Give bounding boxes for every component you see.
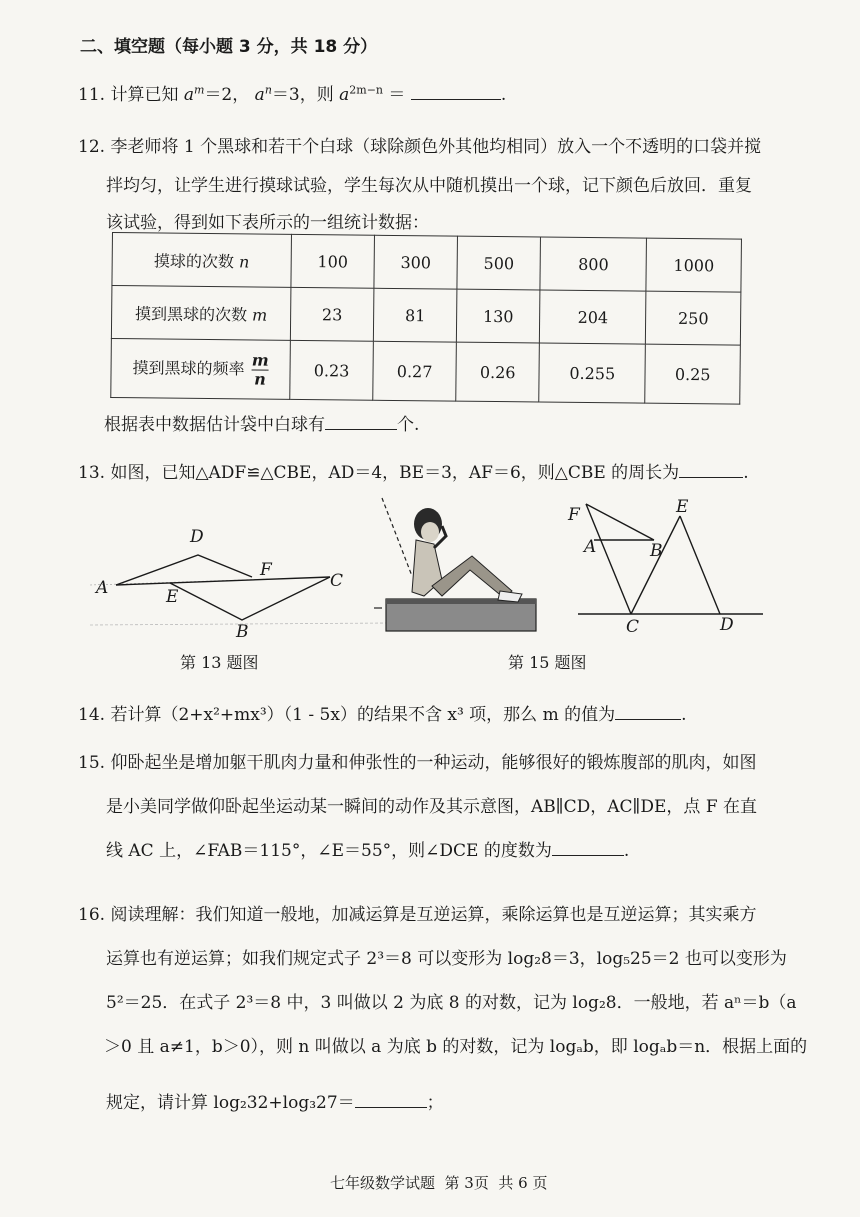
q13-text: 如图，已知△ADF≌△CBE，AD＝4，BE＝3，AF＝6，则△CBE 的周长为 <box>110 463 680 483</box>
figure-13-diagram <box>90 520 390 640</box>
fig15-label-e: E <box>676 497 689 517</box>
figure-15-caption: 第 15 题图 <box>508 653 587 672</box>
table-row <box>111 338 741 404</box>
table-cell: 500 <box>457 236 541 290</box>
q11-var-a2: a <box>254 85 265 105</box>
table-header-frequency: 摸到黑球的频率 $\frac{m}{n}$ <box>111 338 291 399</box>
q11-var-m: m <box>194 83 205 97</box>
q16-text-1: 阅读理解：我们知道一般地，加减运算是互逆运算，乘除运算也是互逆运算；其实乘方 <box>110 905 757 925</box>
table-cell: 0.23 <box>290 340 374 400</box>
q15-text-1: 仰卧起坐是增加躯干肌肉力量和伸张性的一种运动，能够很好的锻炼腹部的肌肉，如图 <box>110 753 757 773</box>
table-row <box>112 233 742 293</box>
q14-end: . <box>681 705 687 725</box>
q12-line2: 拌均匀，让学生进行摸球试验，学生每次从中随机摸出一个球，记下颜色后放回．重复 <box>106 176 752 196</box>
q12-number: 12. <box>78 137 106 157</box>
q11-eq3: ＝3，则 <box>271 85 334 105</box>
fig13-label-d: D <box>190 527 204 547</box>
q16-line3: 5²＝25．在式子 2³＝8 中，3 叫做以 2 为底 8 的对数，记为 log₂8．一般地，若 aⁿ＝b（a <box>106 993 797 1013</box>
figure-15-diagram <box>568 496 778 636</box>
table-cell: 0.27 <box>373 341 457 401</box>
q16-text-5: 规定，请计算 log₂32+log₃27＝ <box>106 1093 355 1113</box>
q13-answer-blank[interactable] <box>679 463 743 478</box>
fig13-label-c: C <box>330 571 344 591</box>
fig13-label-b: B <box>236 622 249 642</box>
q11-var-a: a <box>183 85 194 105</box>
table-header-black: 摸到黑球的次数 m <box>111 286 291 341</box>
frequency-table <box>110 232 742 405</box>
fraction-m-over-n: $\frac{m}{n}$ <box>251 349 269 389</box>
table-cell: 23 <box>290 287 374 341</box>
q15-number: 15. <box>78 753 106 773</box>
q16-answer-blank[interactable] <box>355 1093 427 1108</box>
q16-line2: 运算也有逆运算；如我们规定式子 2³＝8 可以变形为 log₂8＝3，log₅25＝2 也可以变形为 <box>106 949 787 969</box>
table-cell: 130 <box>456 289 540 343</box>
q14-number: 14. <box>78 705 106 725</box>
q12-after-end: 个. <box>397 415 420 435</box>
fig15-label-d: D <box>720 615 734 635</box>
table-cell: 81 <box>373 288 457 342</box>
q15-end: . <box>623 841 630 861</box>
q11-eq2: ＝2， <box>204 85 250 105</box>
q14-answer-blank[interactable] <box>615 705 681 720</box>
q15-line3 <box>106 836 629 861</box>
page-footer: 七年级数学试题 第 3页 共 6 页 <box>330 1174 548 1192</box>
q15-text-3: 线 AC 上，∠FAB＝115°，∠E＝55°，则∠DCE 的度数为 <box>106 841 552 861</box>
question-11: 11. 计算已知 $a^m=2$， $a^n=3$，则 $a^{2m-n}$ ＝ . <box>78 83 507 105</box>
q12-text-1: 李老师将 1 个黑球和若干个白球（球除颜色外其他均相同）放入一个不透明的口袋并搅 <box>110 137 762 157</box>
fig15-label-f: F <box>568 505 580 525</box>
table-cell: 0.26 <box>456 342 540 402</box>
fig15-label-c: C <box>626 617 640 637</box>
q13-number: 13. <box>78 463 106 483</box>
q11-var-n: n <box>264 83 272 97</box>
q15-line1 <box>78 748 756 773</box>
table-cell: 800 <box>540 237 647 291</box>
q12-line3: 该试验，得到如下表所示的一组统计数据： <box>106 213 429 233</box>
q16-end: ； <box>426 1093 444 1113</box>
section-header: 二、填空题（每小题 3 分，共 18 分） <box>80 37 378 57</box>
q13-end: . <box>743 463 749 483</box>
q16-line1 <box>78 900 756 925</box>
fig13-label-a: A <box>96 578 109 598</box>
table-cell: 100 <box>291 234 375 288</box>
table-cell: 0.255 <box>539 343 646 403</box>
q11-exponent: 2m−n <box>349 83 384 97</box>
table-cell: 1000 <box>646 238 741 292</box>
q16-line4: ＞0 且 a≠1，b＞0），则 n 叫做以 a 为底 b 的对数，记为 logₐb，即 logₐb＝n．根据上面的 <box>104 1037 808 1057</box>
q12-after-text: 根据表中数据估计袋中白球有 <box>104 415 325 435</box>
fig13-label-f: F <box>260 560 272 580</box>
q11-text: 计算已知 <box>110 85 179 105</box>
q12-answer-blank[interactable] <box>325 415 397 430</box>
situp-illustration <box>372 496 542 636</box>
q16-line5 <box>106 1088 444 1113</box>
q16-number: 16. <box>78 905 106 925</box>
fig15-label-b: B <box>650 541 663 561</box>
table-cell: 250 <box>646 291 741 345</box>
question-14 <box>78 700 687 725</box>
q12-after <box>104 410 419 435</box>
table-cell: 0.25 <box>645 344 740 404</box>
q14-text: 若计算（2+x²+mx³）（1 - 5x）的结果不含 x³ 项，那么 m 的值为 <box>110 705 616 725</box>
q11-var-a3: a <box>339 85 350 105</box>
question-13 <box>78 458 749 483</box>
q15-line2: 是小美同学做仰卧起坐运动某一瞬间的动作及其示意图，AB∥CD，AC∥DE，点 F 在直 <box>106 797 758 817</box>
fig15-label-a: A <box>584 537 597 557</box>
table-cell: 300 <box>374 235 458 289</box>
figure-13-caption: 第 13 题图 <box>180 653 259 672</box>
table-cell: 204 <box>540 290 647 344</box>
fig13-label-e: E <box>166 587 179 607</box>
table-header-draws: 摸球的次数 n <box>112 233 292 288</box>
q11-number: 11. <box>78 85 106 105</box>
q12-line1 <box>78 132 761 157</box>
q11-answer-blank[interactable] <box>411 85 501 100</box>
q15-answer-blank[interactable] <box>552 841 624 856</box>
q11-eqsign: ＝ <box>388 85 406 105</box>
table-row <box>111 286 741 346</box>
